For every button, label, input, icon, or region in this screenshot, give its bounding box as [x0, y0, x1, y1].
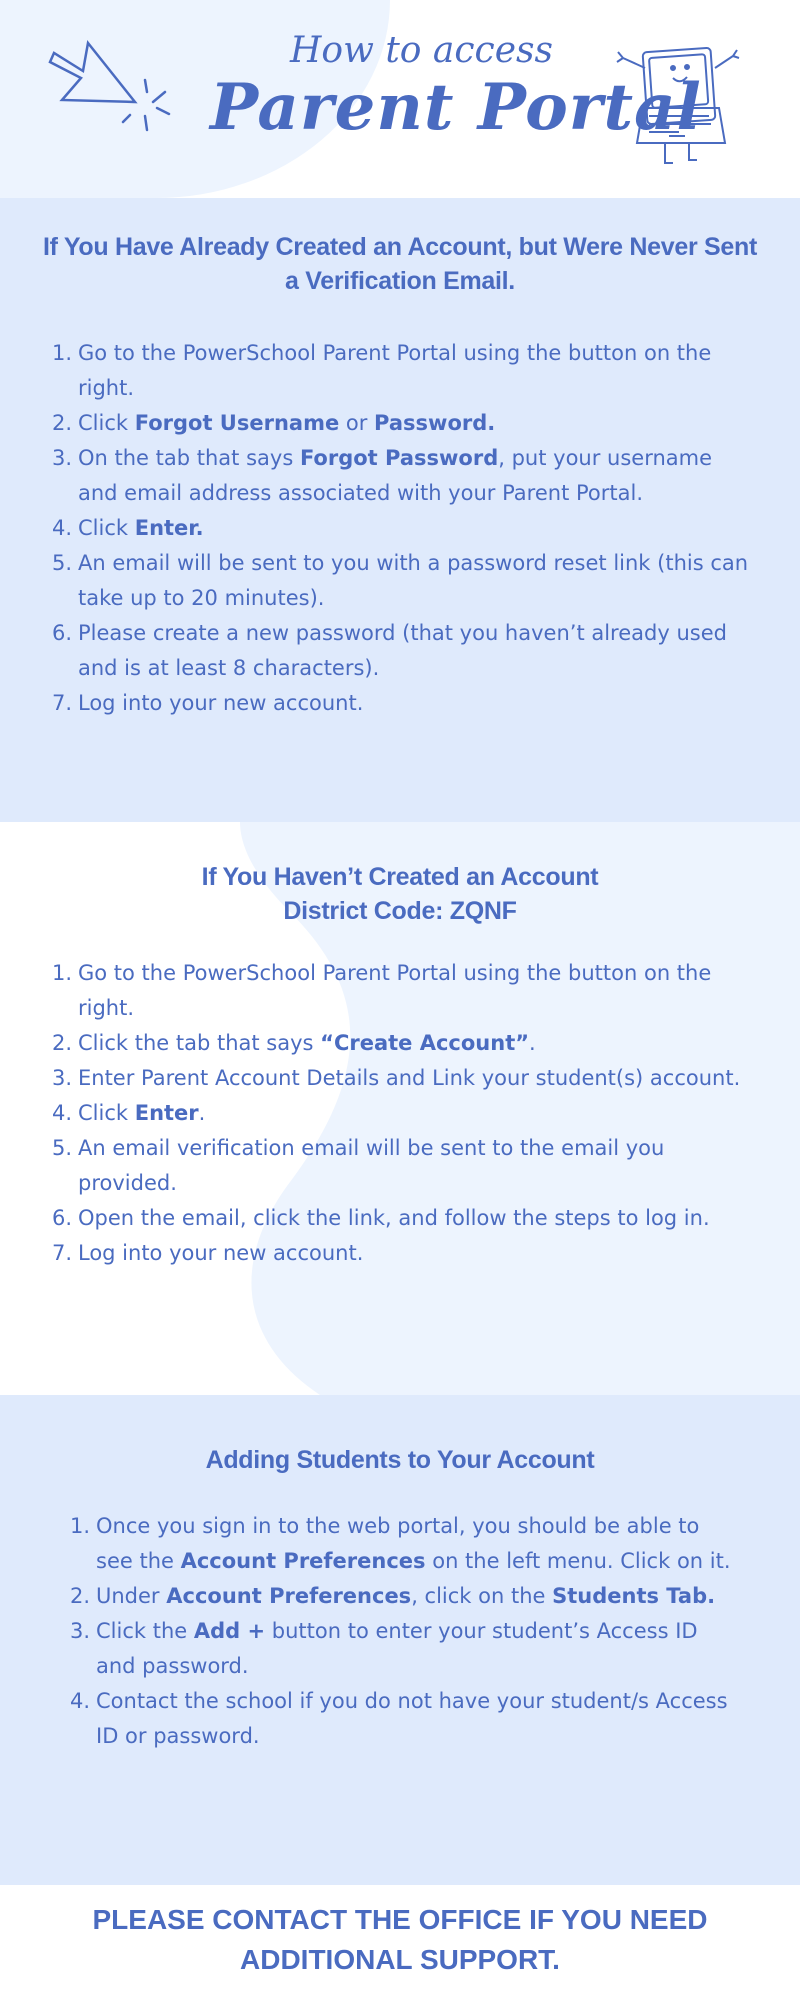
- list-item: 1. Go to the PowerSchool Parent Portal using the button on the right.: [52, 961, 712, 1020]
- section-new-account: [0, 822, 800, 1395]
- steps-list: [70, 1509, 740, 1754]
- list-item: 2. Under Account Preferences, click on the Students Tab.: [70, 1584, 716, 1608]
- section-heading: If You Haven’t Created an Account: [201, 863, 599, 891]
- list-item: 3. Click the Add + button to enter your student’s Access ID and password.: [70, 1619, 698, 1678]
- steps-list: [52, 956, 750, 1271]
- header: [0, 0, 800, 198]
- list-item: 3. On the tab that says Forgot Password, put your username and email address associated with your Parent Portal.: [52, 446, 713, 505]
- list-item: 4. Click Enter.: [52, 516, 204, 540]
- steps-list: [52, 336, 750, 721]
- page-title: Parent Portal: [210, 70, 702, 145]
- list-item: 5. An email verification email will be sent to the email you provided.: [52, 1136, 665, 1195]
- section-heading: Adding Students to Your Account: [205, 1446, 595, 1474]
- list-item: 2. Click the tab that says “Create Account”.: [52, 1031, 536, 1055]
- section-adding-students: [0, 1395, 800, 1885]
- list-item: 4. Contact the school if you do not have your student/s Access ID or password.: [70, 1689, 728, 1748]
- list-item: 7. Log into your new account.: [52, 1241, 364, 1265]
- footer-support-message: PLEASE CONTACT THE OFFICE IF YOU NEED ADDITIONAL SUPPORT.: [92, 1904, 708, 1975]
- cursor-click-icon: [45, 40, 175, 135]
- section-existing-account: [0, 198, 800, 822]
- list-item: 5. An email will be sent to you with a password reset link (this can take up to 20 minutes).: [52, 551, 749, 610]
- subtitle: How to access: [290, 30, 553, 71]
- list-item: 1. Go to the PowerSchool Parent Portal using the button on the right.: [52, 341, 712, 400]
- list-item: 3. Enter Parent Account Details and Link your student(s) account.: [52, 1066, 741, 1090]
- list-item: 6. Please create a new password (that you haven’t already used and is at least 8 characters).: [52, 621, 727, 680]
- laptop-character-icon: [615, 38, 755, 168]
- district-code: District Code: ZQNF: [283, 897, 517, 925]
- list-item: 6. Open the email, click the link, and follow the steps to log in.: [52, 1206, 710, 1230]
- list-item: 7. Log into your new account.: [52, 691, 364, 715]
- list-item: 1. Once you sign in to the web portal, you should be able to see the Account Preferences on the left menu. Click on it.: [70, 1514, 731, 1573]
- list-item: 4. Click Enter.: [52, 1101, 206, 1125]
- section-heading: If You Have Already Created an Account, but Were Never Sent a Verification Email.: [43, 233, 757, 295]
- list-item: 2. Click Forgot Username or Password.: [52, 411, 496, 435]
